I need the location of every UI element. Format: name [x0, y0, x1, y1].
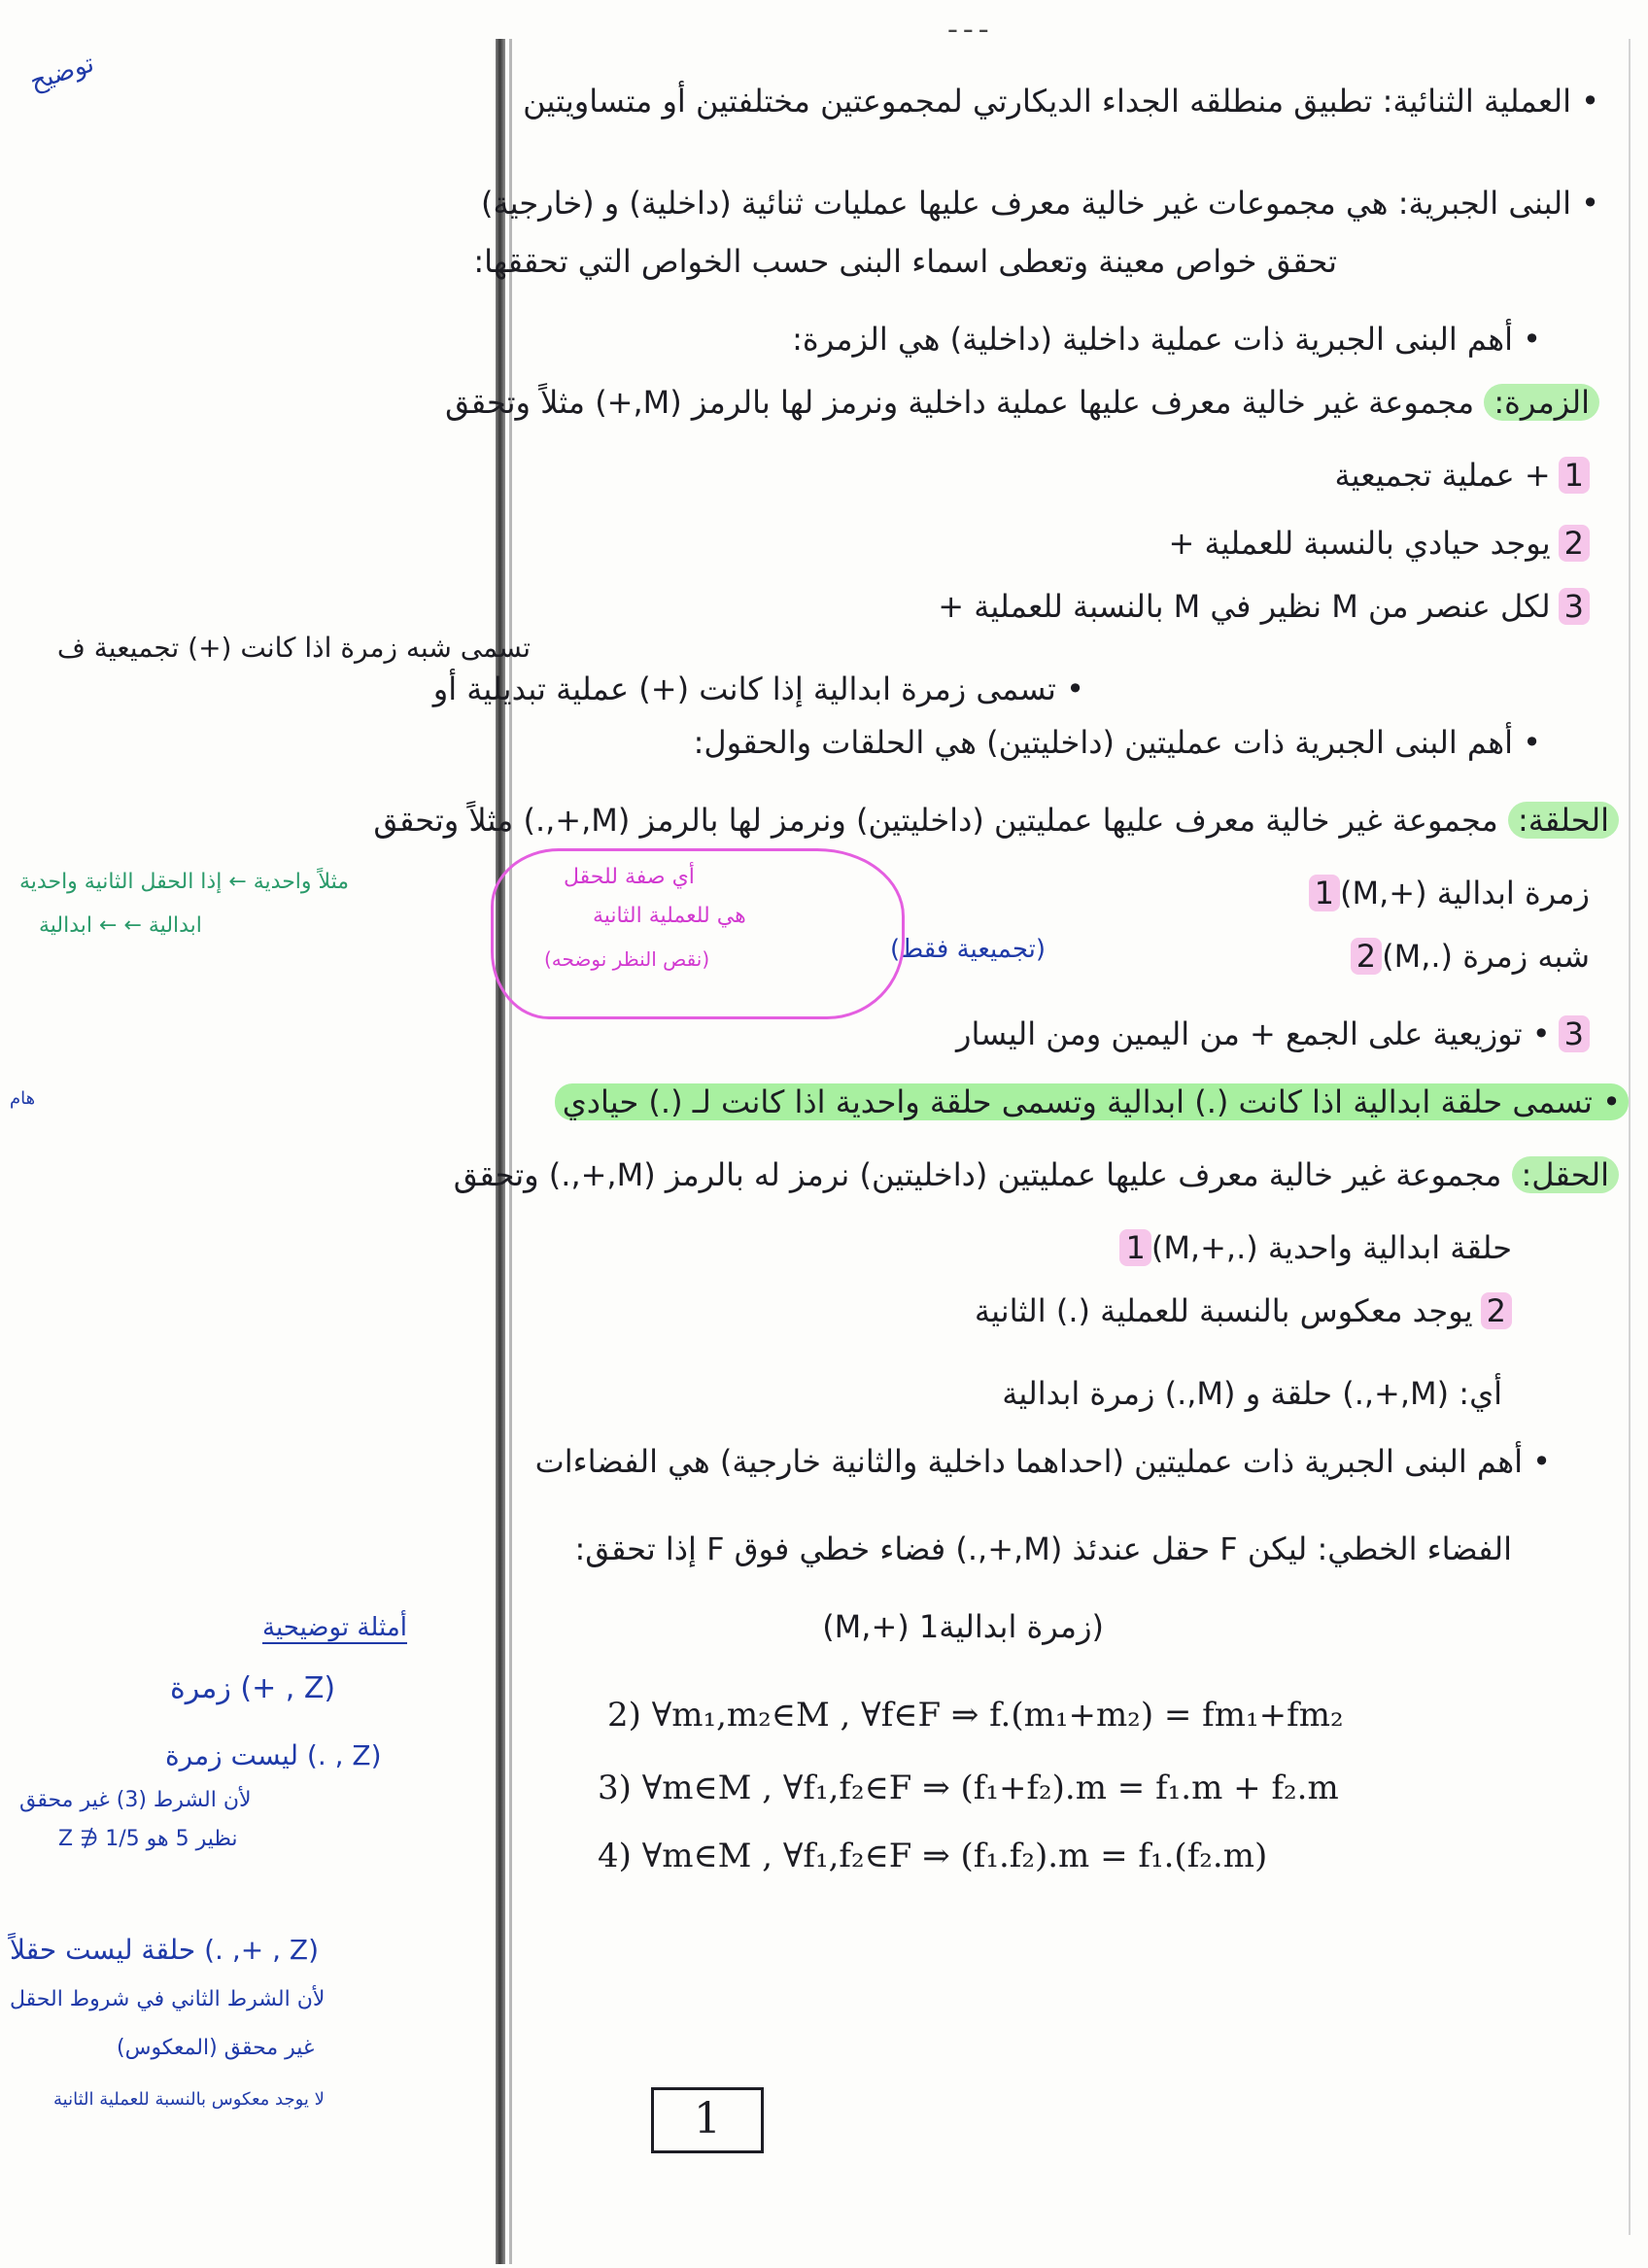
ring-item-2-note: (تجميعية فقط) — [889, 935, 1046, 964]
header-mark: ـ ـ ـ — [948, 10, 987, 39]
example-3-reason-1: لأن الشرط الثاني في شروط الحقل — [10, 1987, 326, 2011]
line-algebraic-structures: • البنى الجبرية: هي مجموعات غير خالية معرف عليها عمليات ثنائية (داخلية) و (خارجية) — [481, 185, 1599, 222]
page-fold-line — [496, 39, 505, 2264]
vs-item-1 — [822, 1608, 1240, 1645]
line-binary-operation: • العملية الثنائية: تطبيق منطلقه الجداء الديكارتي لمجموعتين مختلفتين أو متساويتين — [523, 83, 1599, 120]
pink-cloud-note — [491, 848, 905, 1019]
ring-item-3 — [956, 1015, 1590, 1052]
comm-ring-line — [555, 1083, 1629, 1120]
field-item-1 — [1112, 1229, 1512, 1266]
field-item-2-text: يوجد معكوس بالنسبة للعملية (.) الثانية — [974, 1292, 1473, 1329]
line-structures-cont: تحقق خواص معينة وتعطى اسماء البنى حسب الخواص التي تحققها: — [473, 243, 1337, 280]
margin-important: هام — [10, 1088, 36, 1109]
example-3-reason-3: لا يوجد معكوس بالنسبة للعملية الثانية — [53, 2089, 325, 2110]
comm-ring-text: • تسمى حلقة ابدالية اذا كانت (.) ابدالية وتسمى حلقة واحدية اذا كانت لـ (.) حيادي — [555, 1083, 1629, 1120]
page-number: 1 — [651, 2087, 764, 2153]
item-number: 2 — [1559, 525, 1590, 562]
item-number: 1 — [1559, 457, 1590, 494]
vs-axiom-3: 3) ∀m∈M , ∀f₁,f₂∈F ⇒ (f₁+f₂).m = f₁.m + f₂.m — [598, 1769, 1339, 1807]
line-rings-intro: • أهم البنى الجبرية ذات عمليتين (داخليتين) هي الحلقات والحقول: — [693, 724, 1541, 761]
ring-item-1-text: (M,+) زمرة ابدالية — [1340, 875, 1590, 911]
item-number: 1 — [1119, 1229, 1150, 1266]
vector-space-def: الفضاء الخطي: ليكن F حقل عندئذ (M,+,.) فضاء خطي فوق F إذا تحقق: — [574, 1530, 1512, 1567]
field-term: الحقل: — [1512, 1156, 1620, 1193]
semigroup-line: تسمى شبه زمرة اذا كانت (+) تجميعية ف — [56, 632, 531, 664]
item-number: 3 — [1559, 588, 1590, 625]
line-group-intro: • أهم البنى الجبرية ذات عملية داخلية (داخلية) هي الزمرة: — [792, 321, 1541, 358]
cloud-line-1: أي صفة للحقل — [564, 865, 695, 889]
group-definition — [445, 384, 1599, 421]
group-item-2 — [1169, 525, 1590, 562]
item-number: 1 — [1309, 875, 1340, 911]
ring-definition — [373, 802, 1619, 839]
vs-axiom-2: 2) ∀m₁,m₂∈M , ∀f∈F ⇒ f.(m₁+m₂) = fm₁+fm₂ — [607, 1696, 1344, 1735]
page-fold-shadow — [509, 39, 512, 2264]
cloud-line-2: هي للعملية الثانية — [593, 904, 746, 928]
margin-top-note: توضيح — [26, 49, 98, 97]
item-number: 2 — [1481, 1292, 1512, 1329]
group-item-3-text: لكل عنصر من M نظير في M بالنسبة للعملية + — [938, 588, 1551, 625]
group-item-2-text: يوجد حيادي بالنسبة للعملية + — [1168, 525, 1551, 562]
example-3-reason-2: غير محقق (المعكوس) — [117, 2036, 315, 2060]
group-item-1 — [1335, 457, 1590, 494]
item-number: 2 — [1351, 938, 1382, 975]
vs-item-1-text: (M,+) زمرة ابدالية — [822, 1608, 1092, 1645]
examples-title: أمثلة توضيحية — [262, 1613, 407, 1642]
vs-axiom-4: 4) ∀m∈M , ∀f₁,f₂∈F ⇒ (f₁.f₂).m = f₁.(f₂.m) — [598, 1837, 1268, 1875]
page-edge — [1629, 39, 1631, 2235]
field-item-2 — [975, 1292, 1512, 1329]
group-item-1-text: + عملية تجميعية — [1334, 457, 1551, 494]
example-3: (Z , +, .) حلقة ليست حقلاً — [10, 1934, 319, 1966]
margin-ring-note-1: مثلاً واحدية ← إذا الحقل الثانية واحدية — [19, 870, 350, 894]
item-number: 1) — [918, 1608, 1104, 1645]
ring-item-2-text: (M,.) شبه زمرة — [1382, 938, 1590, 975]
field-ie-line: أي: (M,+,.) حلقة و (M,.) زمرة ابدالية — [1002, 1375, 1502, 1412]
field-def-text: مجموعة غير خالية معرف عليها عمليتين (داخليتين) نرمز له بالرمز (M,+,.) وتحقق — [453, 1156, 1502, 1193]
example-2-reason-1: لأن الشرط (3) غير محقق — [19, 1788, 252, 1812]
group-def-text: مجموعة غير خالية معرف عليها عملية داخلية ونرمز لها بالرمز (M,+) مثلاً وتحقق — [445, 384, 1475, 421]
item-number: 3 — [1559, 1015, 1590, 1052]
ring-item-3-text: • توزيعية على الجمع + من اليمين ومن اليسار — [956, 1015, 1551, 1052]
ring-item-1 — [1301, 875, 1590, 911]
group-item-3 — [938, 588, 1590, 625]
field-item-1-text: (M,+,.) حلقة ابدالية واحدية — [1150, 1229, 1512, 1266]
example-2: (Z , .) ليست زمرة — [165, 1739, 382, 1771]
ring-item-2 — [1343, 938, 1590, 975]
line-spaces-intro: • أهم البنى الجبرية ذات عمليتين (احداهما داخلية والثانية خارجية) هي الفضاءات — [534, 1443, 1551, 1480]
example-2-reason-2: نظير 5 هو 1/5 ∉ Z — [58, 1827, 238, 1851]
example-1: (Z , +) زمرة — [170, 1671, 336, 1705]
cloud-line-3: (نقص النظر نوضحه) — [544, 947, 710, 971]
ring-term: الحلقة: — [1508, 802, 1619, 839]
field-definition — [454, 1156, 1619, 1193]
abelian-group-line: • تسمى زمرة ابدالية إذا كانت (+) عملية تبديلية أو — [432, 670, 1084, 707]
margin-ring-note-2: ابدالية ← ← ابدالية — [39, 913, 202, 938]
ring-def-text: مجموعة غير خالية معرف عليها عمليتين (داخليتين) ونرمز لها بالرمز (M,+,.) مثلاً وتحقق — [373, 802, 1498, 839]
group-term: الزمرة: — [1484, 384, 1599, 421]
